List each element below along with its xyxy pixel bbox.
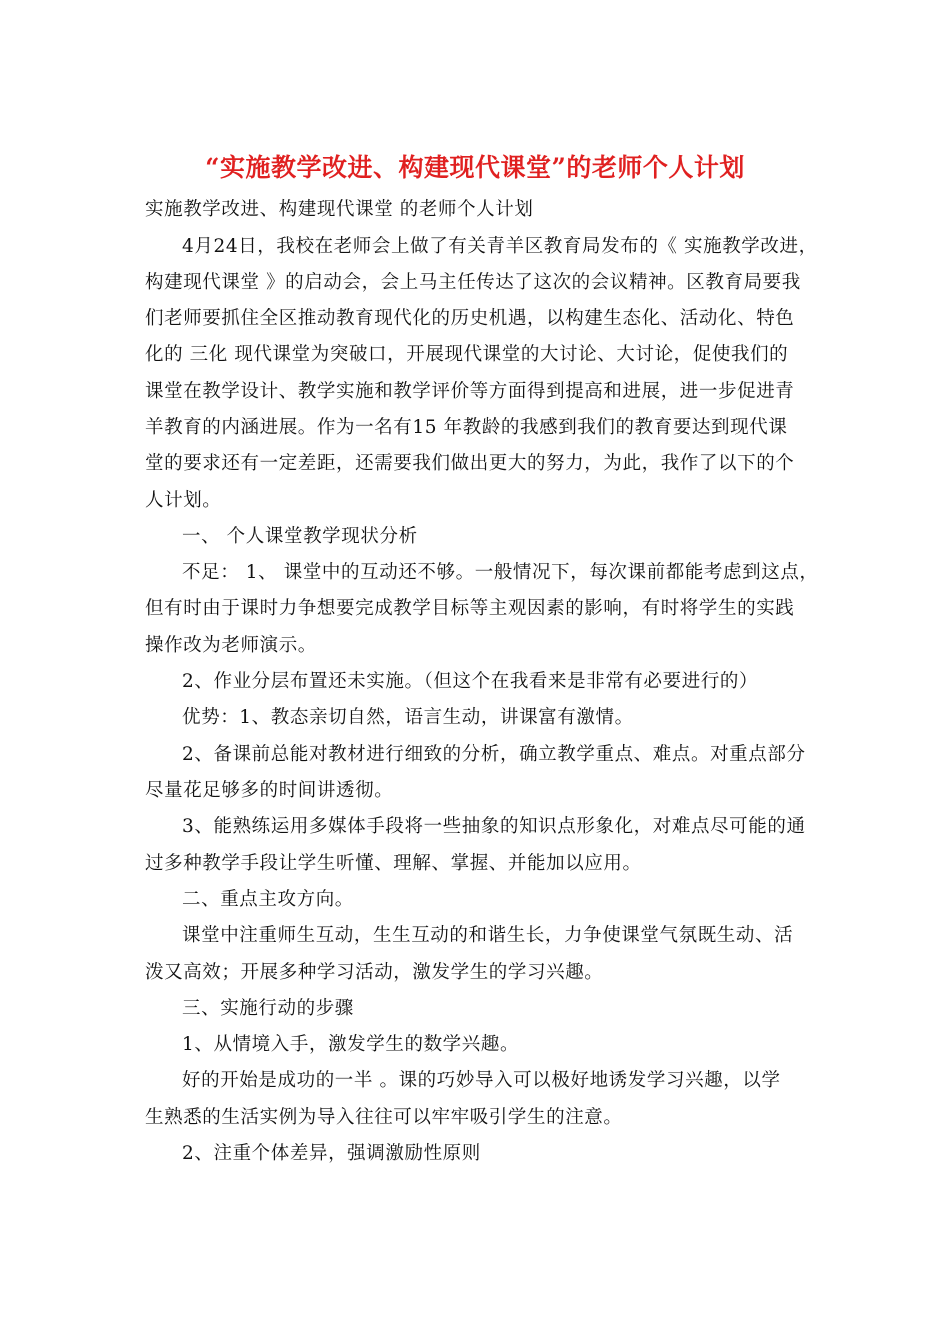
paragraph-line: 们老师要抓住全区推动教育现代化的历史机遇，以构建生态化、活动化、特色 xyxy=(145,308,795,329)
paragraph-line: 1、从情境入手，激发学生的数学兴趣。 xyxy=(182,1034,520,1055)
paragraph-line: 课堂中注重师生互动，生生互动的和谐生长，力争使课堂气氛既生动、活 xyxy=(182,925,794,946)
section-heading: 二、重点主攻方向。 xyxy=(182,889,354,910)
paragraph-line: 好的开始是成功的一半 。课的巧妙导入可以极好地诱发学习兴趣，以学 xyxy=(182,1070,781,1091)
paragraph-line: 泼又高效；开展多种学习活动，激发学生的学习兴趣。 xyxy=(145,962,604,983)
paragraph-line: 过多种教学手段让学生听懂、理解、掌握、并能加以应用。 xyxy=(145,853,642,874)
paragraph-line: 羊教育的内涵进展。作为一名有15 年教龄的我感到我们的教育要达到现代课 xyxy=(145,417,788,438)
subtitle-line: 实施教学改进、构建现代课堂 的老师个人计划 xyxy=(145,199,534,220)
paragraph-line: 3、能熟练运用多媒体手段将一些抽象的知识点形象化，对难点尽可能的通 xyxy=(182,816,806,837)
paragraph-line: 优势：1、教态亲切自然，语言生动，讲课富有激情。 xyxy=(182,707,634,728)
paragraph-line: 2、注重个体差异，强调激励性原则 xyxy=(182,1143,481,1164)
paragraph-line: 但有时由于课时力争想要完成教学目标等主观因素的影响，有时将学生的实践 xyxy=(145,598,795,619)
paragraph-line: 构建现代课堂 》的启动会，会上马主任传达了这次的会议精神。区教育局要我 xyxy=(145,272,801,293)
document-title: “实施教学改进、构建现代课堂”的老师个人计划 xyxy=(205,153,745,182)
paragraph-line: 不足： 1、 课堂中的互动还不够。一般情况下，每次课前都能考虑到这点， xyxy=(182,562,819,583)
paragraph-line: 化的 三化 现代课堂为突破口，开展现代课堂的大讨论、大讨论，促使我们的 xyxy=(145,344,789,365)
paragraph-line: 4月24日，我校在老师会上做了有关青羊区教育局发布的《 实施教学改进， xyxy=(182,236,818,257)
paragraph-line: 生熟悉的生活实例为导入往往可以牢牢吸引学生的注意。 xyxy=(145,1107,623,1128)
section-heading: 一、 个人课堂教学现状分析 xyxy=(182,526,418,547)
paragraph-line: 堂的要求还有一定差距，还需要我们做出更大的努力，为此，我作了以下的个 xyxy=(145,453,795,474)
paragraph-line: 尽量花足够多的时间讲透彻。 xyxy=(145,780,394,801)
section-heading: 三、实施行动的步骤 xyxy=(182,998,354,1019)
paragraph-line: 操作改为老师演示。 xyxy=(145,635,317,656)
paragraph-line: 人计划。 xyxy=(145,490,222,511)
paragraph-line: 2、作业分层布置还未实施。（但这个在我看来是非常有必要进行的） xyxy=(182,671,759,692)
paragraph-line: 课堂在教学设计、教学实施和教学评价等方面得到提高和进展，进一步促进青 xyxy=(145,381,795,402)
paragraph-line: 2、备课前总能对教材进行细致的分析，确立教学重点、难点。对重点部分 xyxy=(182,744,806,765)
